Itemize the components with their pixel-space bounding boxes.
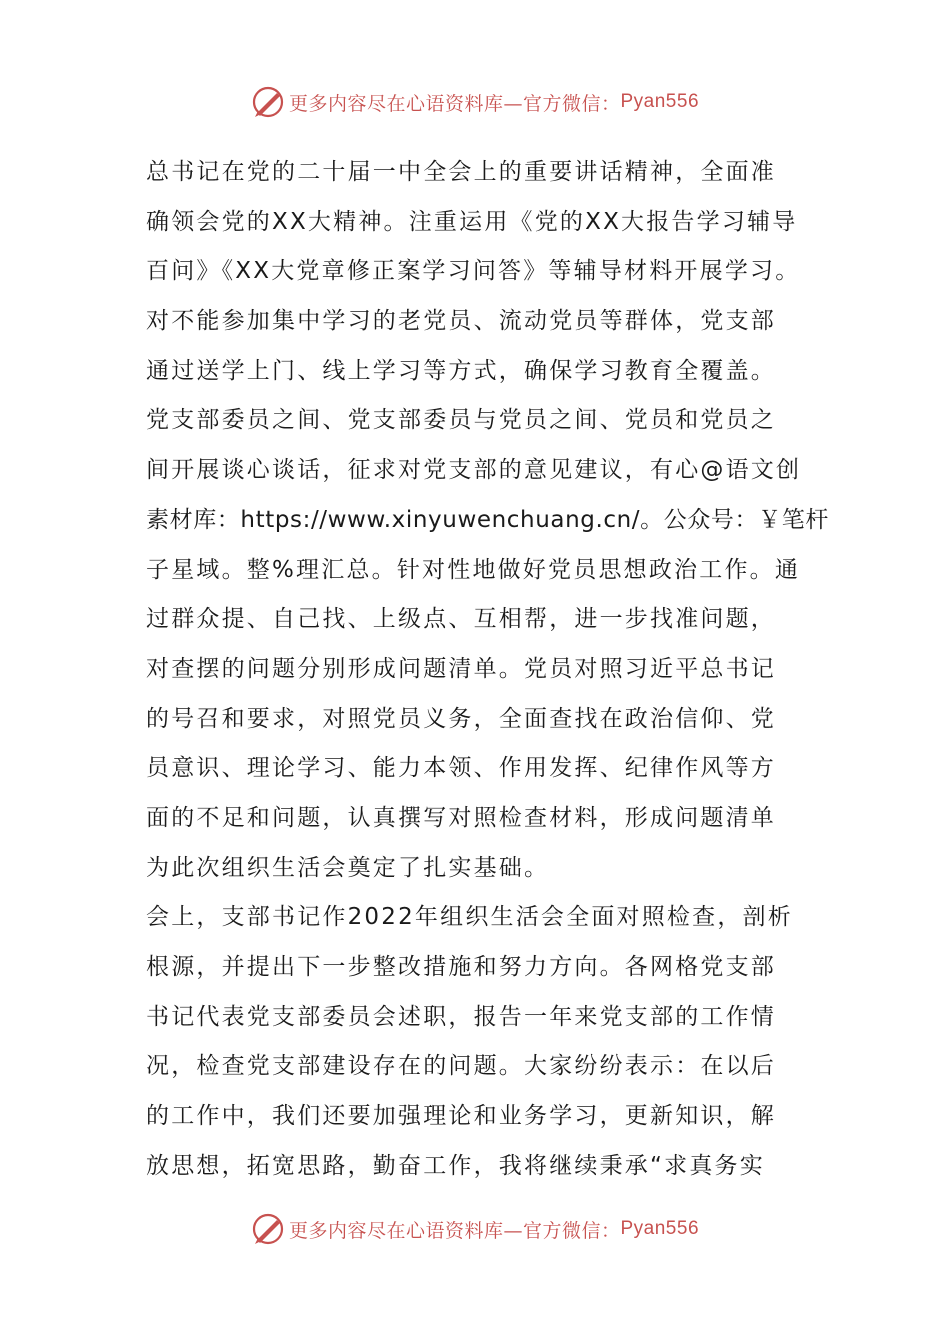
watermark-text: 更多内容尽在心语资料库—官方微信：: [288, 1219, 621, 1242]
text-line: 间开展谈心谈话，征求对党支部的意见建议，有心@语文创: [146, 457, 802, 484]
text-line: 过群众提、自己找、上级点、互相帮，进一步找准问题，: [146, 606, 776, 633]
text-line: 面的不足和问题，认真撰写对照检查材料，形成问题清单: [146, 804, 776, 831]
text-line: 子星域。整%理汇总。针对性地做好党员思想政治工作。通: [146, 556, 801, 583]
text-line: 的号召和要求，对照党员义务，全面查找在政治信仰、党: [146, 705, 776, 732]
text-line: 对不能参加集中学习的老党员、流动党员等群体，党支部: [146, 308, 776, 335]
text-line: 通过送学上门、线上学习等方式，确保学习教育全覆盖。: [146, 357, 776, 384]
text-line: 会上，支部书记作2022年组织生活会全面对照检查，剖析: [146, 904, 793, 931]
text-line: 总书记在党的二十届一中全会上的重要讲话精神，全面准: [146, 159, 776, 185]
text-line: 书记代表党支部委员会述职，报告一年来党支部的工作情: [146, 1003, 776, 1030]
pen-logo-icon: [251, 85, 285, 119]
watermark-handle: Pyan556: [620, 1218, 700, 1239]
text-line: 为此次组织生活会奠定了扎实基础。: [146, 854, 550, 881]
text-line: 百问》《XX大党章修正案学习问答》等辅导材料开展学习。: [146, 258, 801, 285]
pen-logo-icon: [251, 1212, 285, 1246]
header-watermark: [0, 82, 950, 122]
text-line: 员意识、理论学习、能力本领、作用发挥、纪律作风等方: [146, 755, 776, 782]
text-line: 党支部委员之间、党支部委员与党员之间、党员和党员之: [146, 407, 776, 434]
text-line: 确领会党的XX大精神。注重运用《党的XX大报告学习辅导: [146, 208, 798, 235]
text-line: 况，检查党支部建设存在的问题。大家纷纷表示：在以后: [146, 1053, 776, 1080]
text-line: 的工作中，我们还要加强理论和业务学习，更新知识，解: [146, 1103, 776, 1130]
text-line: 放思想，拓宽思路，勤奋工作，我将继续秉承“求真务实: [146, 1152, 765, 1179]
footer-watermark: [0, 1209, 950, 1249]
watermark-text: 更多内容尽在心语资料库—官方微信：: [288, 92, 621, 115]
document-body: [146, 148, 829, 1191]
text-line: 素材库：https://www.xinyuwenchuang.cn/。公众号：￥笔杆: [146, 506, 829, 533]
watermark-handle: Pyan556: [620, 91, 700, 112]
text-line: 对查摆的问题分别形成问题清单。党员对照习近平总书记: [146, 655, 776, 682]
text-line: 根源，并提出下一步整改措施和努力方向。各网格党支部: [146, 954, 776, 980]
